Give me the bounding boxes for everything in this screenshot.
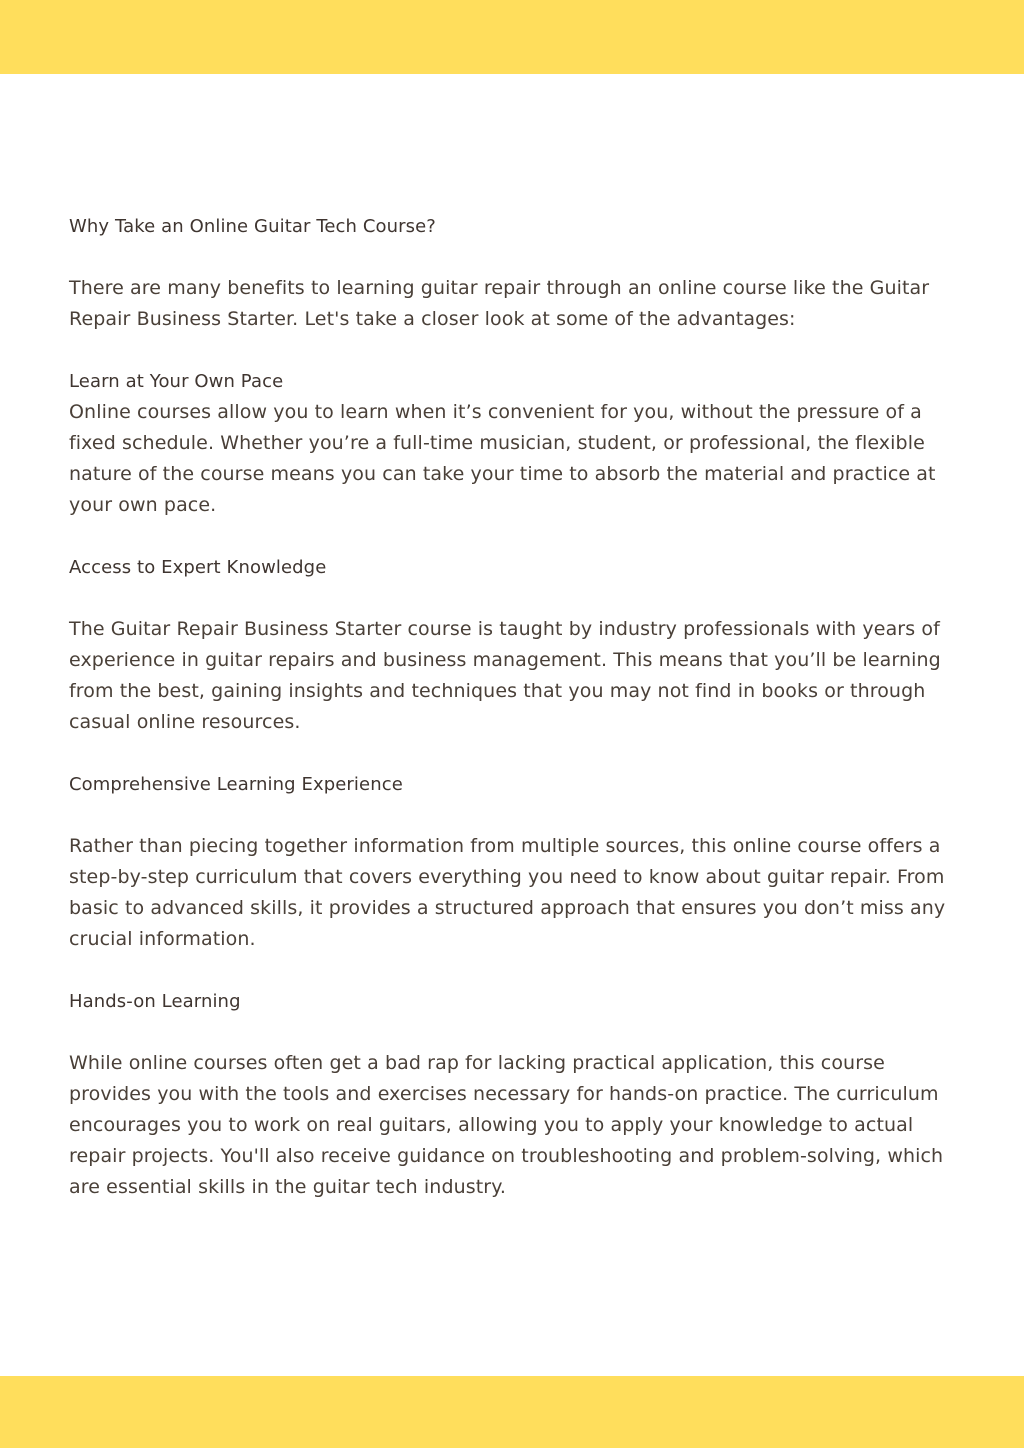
footer-band <box>0 1376 1024 1448</box>
section-body-hands-on: While online courses often get a bad rap for lacking practical application, this course provides you with the tools and exercises necessary for hands-on practice. The curriculum encourages you to work on real guitars, allowing you to apply your knowledge to actual repair projects. You'll also receive guidance on troubleshooting and problem-solving, which are essential skills in the guitar tech industry. <box>69 1052 944 1198</box>
intro-paragraph: There are many benefits to learning guitar repair through an online course like the Guitar Repair Business Starter. Let's take a closer look at some of the advantages: <box>69 277 930 330</box>
section-body-own-pace: Online courses allow you to learn when it’s convenient for you, without the pressure of a fixed schedule. Whether you’re a full-time musician, student, or professional, the flexible nature of the course means you can take your time to absorb the material and practice at your own pace. <box>69 401 936 516</box>
section-heading-own-pace: Learn at Your Own Pace <box>69 371 284 392</box>
section-body-comprehensive: Rather than piecing together information from multiple sources, this online course offers a step-by-step curriculum that covers everything you need to know about guitar repair. From basic to advanced skills, it provides a structured approach that ensures you don’t miss any crucial information. <box>69 835 946 950</box>
article-title: Why Take an Online Guitar Tech Course? <box>69 216 436 237</box>
section-body-expert-knowledge: The Guitar Repair Business Starter course is taught by industry professionals with years of experience in guitar repairs and business management. This means that you’ll be learning from the best, gaining insights and techniques that you may not find in books or through casual online resources. <box>69 618 941 733</box>
article-body <box>69 211 959 1203</box>
section-heading-comprehensive: Comprehensive Learning Experience <box>69 774 403 795</box>
section-heading-expert-knowledge: Access to Expert Knowledge <box>69 557 327 578</box>
section-heading-hands-on: Hands-on Learning <box>69 991 241 1012</box>
header-band <box>0 0 1024 74</box>
